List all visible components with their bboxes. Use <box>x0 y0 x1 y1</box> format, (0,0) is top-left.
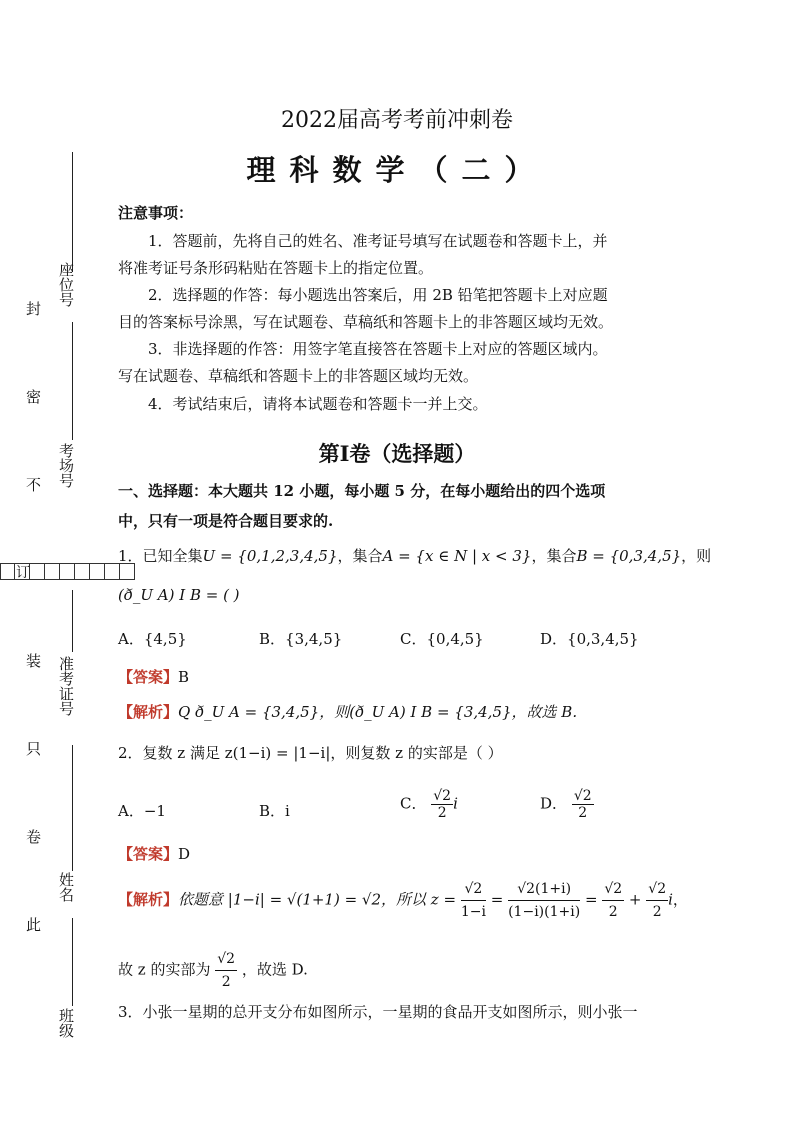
section-intro-2: 中，只有一项是符合题目要求的. <box>118 512 334 530</box>
seal-char-7: 卷 <box>26 828 42 846</box>
room-line <box>72 322 73 440</box>
q1-stem-line2: (ð_U A) I B = ( ) <box>118 586 240 604</box>
name-label: 姓名 <box>57 872 75 902</box>
seat-line <box>72 152 73 272</box>
class-label: 班级 <box>57 1008 75 1038</box>
q2-option-b: B．i <box>259 802 290 820</box>
notice-line-6: 写在试题卷、草稿纸和答题卡上的非答题区域均无效。 <box>118 367 479 385</box>
q1-option-a: A．{4,5} <box>118 630 187 648</box>
seal-char-8: 此 <box>26 916 42 934</box>
notice-heading: 注意事项： <box>118 204 194 222</box>
q2-option-d: D． $\frac{√2}{2}$ <box>540 788 592 821</box>
q3-stem: 3．小张一星期的总开支分布如图所示，一星期的食品开支如图所示，则小张一 <box>118 1003 638 1021</box>
notice-line-3: 2．选择题的作答：每小题选出答案后，用 2B 铅笔把答题卡上对应题 <box>148 286 608 304</box>
name-line <box>72 745 73 871</box>
notice-line-7: 4．考试结束后，请将本试题卷和答题卡一并上交。 <box>148 395 488 413</box>
seal-char-3: 不 <box>26 476 42 494</box>
section-intro-1: 一、选择题：本大题共 12 小题，每小题 5 分，在每小题给出的四个选项 <box>118 482 606 500</box>
q1-option-c: C．{0,4,5} <box>400 630 484 648</box>
room-label: 考场号 <box>57 443 75 488</box>
q1-option-b: B．{3,4,5} <box>259 630 343 648</box>
q2-option-c: C． $\frac{√2}{2}$ i <box>400 788 458 821</box>
q2-answer: 【答案】D <box>118 845 191 863</box>
seal-char-5: 装 <box>26 652 42 670</box>
q1-option-d: D．{0,3,4,5} <box>540 630 639 648</box>
q1-answer: 【答案】B <box>118 668 190 686</box>
section-title: 第Ⅰ卷（选择题） <box>318 441 476 466</box>
seal-char-6: 只 <box>26 740 42 758</box>
exam-subject: 理科数学（二） <box>246 153 548 187</box>
q2-option-a: A．−1 <box>118 802 166 820</box>
q1-stem: 1．已知全集U = {0,1,2,3,4,5}，集合A = {x ∈ N | x < 3}，集合B = {0,3,4,5}，则 <box>118 547 712 565</box>
ticket-line <box>72 590 73 652</box>
q1-analysis: 【解析】Q ð_U A = {3,4,5}，则(ð_U A) I B = {3,4,5}，故选 B. <box>118 703 578 721</box>
notice-line-2: 将准考证号条形码粘贴在答题卡上的指定位置。 <box>118 259 434 277</box>
notice-line-5: 3．非选择题的作答：用签字笔直接答在答题卡上对应的答题区域内。 <box>148 340 608 358</box>
class-line <box>72 918 73 1006</box>
seal-char-1: 封 <box>26 300 42 318</box>
notice-line-4: 目的答案标号涂黑，写在试题卷、草稿纸和答题卡上的非答题区域均无效。 <box>118 313 614 331</box>
seal-char-2: 密 <box>26 388 42 406</box>
ticket-label: 准考证号 <box>57 656 75 716</box>
seat-label: 座位号 <box>57 262 75 307</box>
q2-conclusion: 故 z 的实部为 $\frac{√2}{2}$ ，故选 D. <box>118 948 683 993</box>
exam-title: 2022届高考考前冲刺卷 <box>281 108 513 133</box>
q2-analysis: 【解析】依题意 |1−i| = √(1+1) = √2，所以 z = $\frac{√2}{1-i}$ = $\frac{√2(1+i)}{(1-i)(1+i)}$ = $\frac{√2}{2}$ + $\frac{√2}{2}$ i， <box>118 878 683 923</box>
seal-char-4: 订 <box>16 565 30 581</box>
notice-line-1: 1．答题前，先将自己的姓名、准考证号填写在试题卷和答题卡上，并 <box>148 232 608 250</box>
q2-stem: 2．复数 z 满足 z(1−i) = |1−i|，则复数 z 的实部是（ ） <box>118 744 503 762</box>
